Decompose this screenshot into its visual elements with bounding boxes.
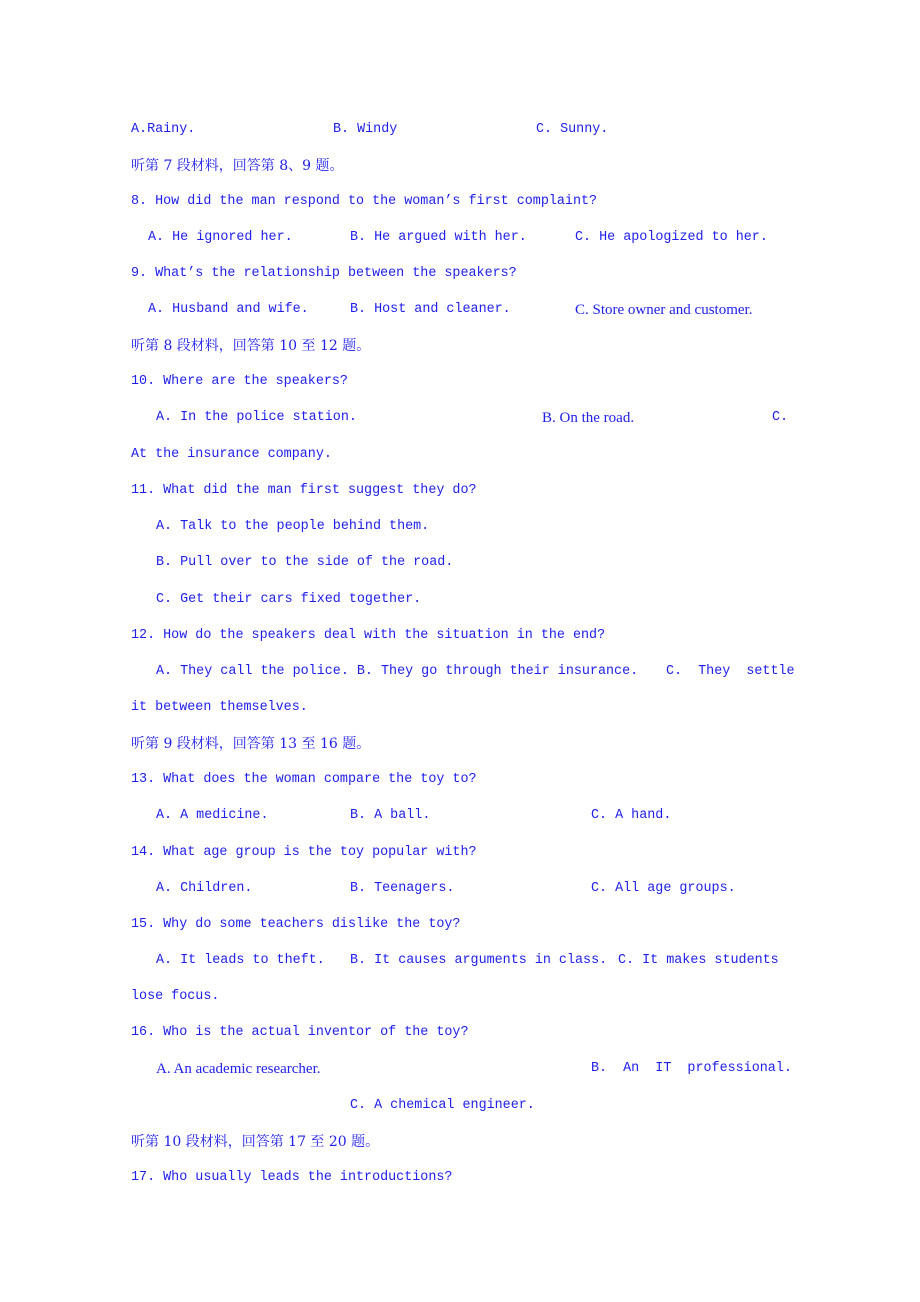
question-13: 13. What does the woman compare the toy to? [131,772,477,787]
option-c: C. [772,410,789,425]
q14-options [0,879,736,899]
option-b: B. It causes arguments in class. [350,953,608,968]
question-17: 17. Who usually leads the introductions? [131,1170,453,1185]
option-a: A. A medicine. [156,808,269,823]
q10-options [0,408,789,428]
option-c-continued: At the insurance company. [131,447,332,462]
question-8: 8. How did the man respond to the woman’s first complaint? [131,194,598,209]
option-b: B. Teenagers. [350,881,455,896]
question-12: 12. How do the speakers deal with the situation in the end? [131,628,606,643]
option-b: B. Pull over to the side of the road. [156,555,454,570]
option-b: B. An IT professional. [591,1061,792,1076]
q9-options [0,300,753,320]
option-a-b: A. They call the police. B. They go through their insurance. [156,664,639,679]
section-heading: 听第 9 段材料，回答第 13 至 16 题。 [131,736,371,752]
option-b: B. Windy [333,122,398,137]
option-c: C. He apologized to her. [575,230,768,245]
option-c: C. Get their cars fixed together. [156,592,422,607]
option-c-continued: lose focus. [131,989,220,1004]
q12-options [0,662,795,682]
option-c: C. Store owner and customer. [575,302,753,318]
q15-options [0,951,779,971]
option-b: B. He argued with her. [350,230,527,245]
option-b: B. A ball. [350,808,431,823]
option-a: A. Husband and wife. [148,302,309,317]
question-9: 9. What’s the relationship between the speakers? [131,266,517,281]
option-c-continued: it between themselves. [131,700,308,715]
option-b: B. On the road. [542,410,635,426]
q13-options [0,806,672,826]
option-a: A.Rainy. [131,122,196,137]
option-c: C. It makes students [618,953,779,968]
option-a: A. An academic researcher. [156,1061,321,1077]
option-a: A. Children. [156,881,253,896]
option-a: A. He ignored her. [148,230,293,245]
q16-options [0,1059,792,1079]
option-c: C. A hand. [591,808,672,823]
q7-options [0,120,609,140]
option-a: A. It leads to theft. [156,953,325,968]
q8-options [0,228,768,248]
option-c: C. They settle [666,664,795,679]
question-15: 15. Why do some teachers dislike the toy? [131,917,461,932]
question-10: 10. Where are the speakers? [131,374,348,389]
option-a: A. In the police station. [156,410,357,425]
section-heading: 听第 8 段材料，回答第 10 至 12 题。 [131,338,371,354]
question-11: 11. What did the man first suggest they do? [131,483,477,498]
option-c: C. All age groups. [591,881,736,896]
option-c: C. A chemical engineer. [350,1098,535,1113]
section-heading: 听第 10 段材料，回答第 17 至 20 题。 [131,1134,380,1150]
option-a: A. Talk to the people behind them. [156,519,430,534]
option-c: C. Sunny. [536,122,609,137]
question-16: 16. Who is the actual inventor of the toy? [131,1025,469,1040]
option-b: B. Host and cleaner. [350,302,511,317]
section-heading: 听第 7 段材料，回答第 8、9 题。 [131,158,344,174]
question-14: 14. What age group is the toy popular with? [131,845,477,860]
